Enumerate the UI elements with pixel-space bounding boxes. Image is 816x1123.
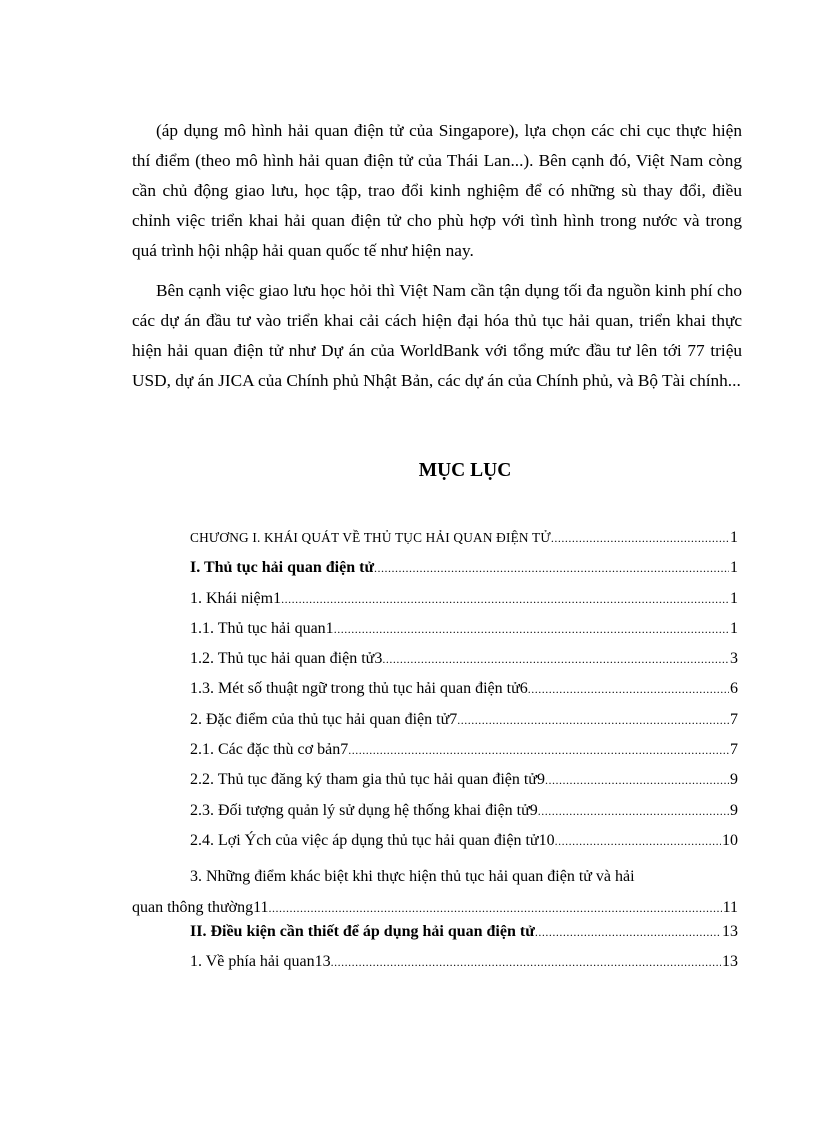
toc-entry[interactable]: [132, 953, 738, 983]
toc-entry-text: 2. Đặc điểm của thủ tục hải quan điện tử7: [190, 710, 458, 728]
toc-leader-dots: [457, 713, 729, 728]
toc-entry-text: 2.3. Đối tượng quản lý sử dụng hệ thống khai điện tử9: [190, 801, 538, 819]
toc-entry[interactable]: [132, 590, 738, 620]
toc-entry[interactable]: [132, 620, 738, 650]
toc-entry[interactable]: [132, 771, 738, 801]
toc-leader-dots: [281, 592, 729, 607]
toc-leader-dots: [331, 955, 721, 970]
toc-leader-dots: [334, 622, 729, 637]
body-paragraph: Bên cạnh việc giao lưu học hỏi thì Việt Nam cần tận dụng tối đa nguồn kinh phí cho các dự án đầu tư vào triển khai cải cách hiện đại hóa thủ tục hải quan, triển khai thực hiện hải quan điện tử như Dự án của WorldBank với tổng mức đầu tư lên tới 77 triệu USD, dự án JICA của Chính phủ Nhật Bản, các dự án của Chính phủ, và Bộ Tài chính...: [132, 281, 742, 390]
toc-title: MỤC LỤC: [418, 460, 512, 481]
body-paragraph: (áp dụng mô hình hải quan điện tử của Singapore), lựa chọn các chi cục thực hiện thí điểm (theo mô hình hải quan điện tử của Thái Lan...). Bên cạnh đó, Việt Nam còng cần chủ động giao lưu, học tập, trao đổi kinh nghiệm để có những sù thay đổi, điều chỉnh việc triển khai hải quan điện tử cho phù hợp với tình hình trong nước và trong quá trình hội nhập hải quan quốc tế như hiện nay.: [132, 121, 742, 260]
toc-entry-text: 1. Về phía hải quan13: [190, 953, 331, 971]
toc-entry-text: 3. Những điểm khác biệt khi thực hiện thủ tục hải quan điện tử và hải: [190, 868, 635, 886]
toc-leader-dots: [348, 743, 729, 758]
toc-entry-continuation: [132, 893, 738, 923]
toc-entry-text: 1. Khái niệm1: [190, 589, 282, 607]
toc-leader-dots: [269, 893, 722, 923]
toc-entry[interactable]: [132, 711, 738, 741]
toc-entry-text: II. Điều kiện cần thiết để áp dụng hải quan điện tử: [190, 922, 535, 940]
toc-entry-text: 1.1. Thủ tục hải quan1: [190, 619, 334, 637]
toc-page-number: 13: [722, 953, 738, 971]
toc-page-number: 1: [730, 529, 738, 546]
toc-page-number: 7: [730, 741, 738, 759]
toc-entry[interactable]: [132, 741, 738, 771]
toc-entry-text: 1.3. Mét số thuật ngữ trong thủ tục hải quan điện tử6: [190, 680, 528, 698]
toc-page-number: 3: [730, 650, 738, 668]
toc-page-number: 13: [722, 922, 738, 940]
toc-page-number: 1: [730, 619, 738, 637]
toc-entry[interactable]: [132, 862, 738, 923]
toc-entry-text: 2.1. Các đặc thù cơ bản7: [190, 741, 349, 759]
toc-entry[interactable]: [132, 832, 738, 862]
toc-entry[interactable]: [132, 529, 738, 559]
toc-leader-dots: [528, 682, 729, 697]
toc-entry-text: 2.2. Thủ tục đăng ký tham gia thủ tục hải quan điện tử9: [190, 771, 545, 789]
toc-page-number: 9: [730, 801, 738, 819]
toc-entry-text: 1.2. Thủ tục hải quan điện tử3: [190, 650, 383, 668]
toc-entry[interactable]: [132, 802, 738, 832]
toc-leader-dots: [538, 804, 729, 819]
toc-page-number: 10: [722, 831, 738, 849]
toc-page-number: 11: [722, 898, 738, 916]
toc-entry[interactable]: [132, 559, 738, 589]
toc-page-number: 1: [730, 559, 738, 577]
toc-entry[interactable]: [132, 650, 738, 680]
toc-page-number: 6: [730, 680, 738, 698]
toc-leader-dots: [382, 652, 729, 667]
table-of-contents: [132, 529, 738, 983]
toc-page-number: 7: [730, 710, 738, 728]
toc-entry-text: CHƯƠNG I. KHÁI QUÁT VỀ THỦ TỤC HẢI QUAN ĐIỆN TỬ: [190, 530, 551, 545]
toc-leader-dots: [374, 561, 729, 576]
toc-entry[interactable]: [132, 923, 738, 953]
toc-page-number: 9: [730, 771, 738, 789]
toc-entry-text: 2.4. Lợi Ých của việc áp dụng thủ tục hải quan điện tử10: [190, 831, 555, 849]
toc-leader-dots: [535, 925, 721, 940]
toc-leader-dots: [545, 773, 729, 788]
toc-leader-dots: [555, 834, 721, 849]
toc-leader-dots: [551, 531, 729, 546]
toc-entry-text: I. Thủ tục hải quan điện tử: [190, 559, 375, 577]
toc-entry[interactable]: [132, 680, 738, 710]
toc-entry-text-cont: quan thông thường11: [132, 898, 269, 916]
toc-page-number: 1: [730, 589, 738, 607]
